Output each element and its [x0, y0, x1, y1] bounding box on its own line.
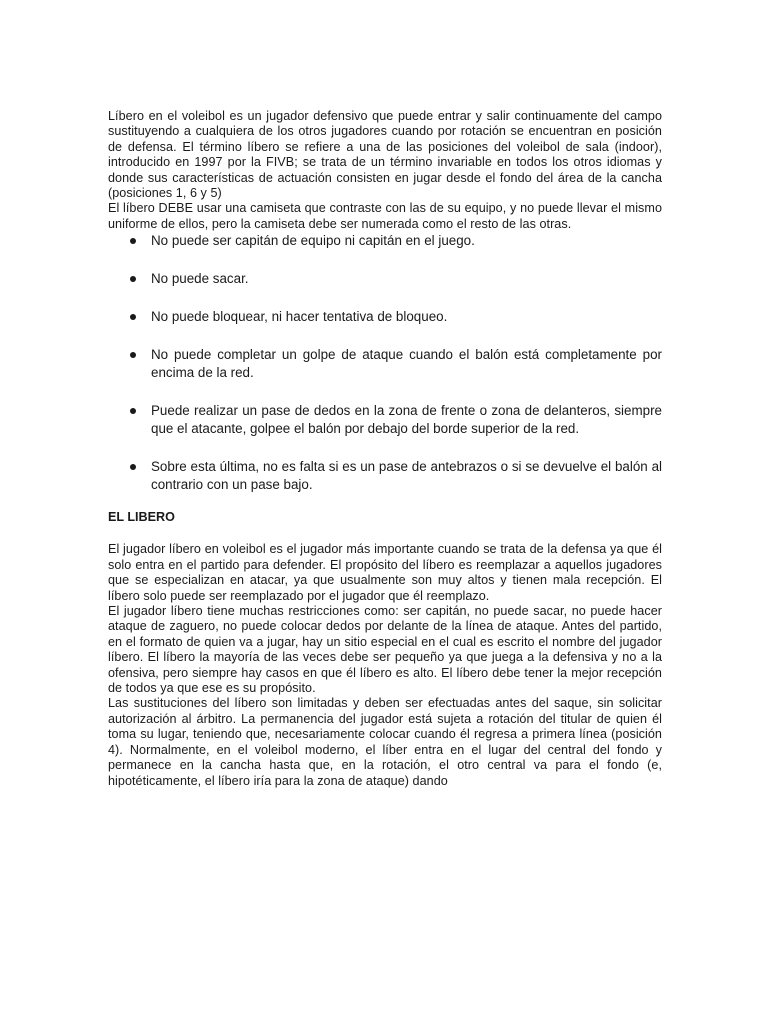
list-item-text: No puede sacar.	[151, 271, 249, 287]
restrictions-list	[108, 232, 662, 494]
shirt-rule-paragraph: El líbero DEBE usar una camiseta que contraste con las de su equipo, y no puede llevar el mismo uniforme de ellos, pero la camiseta debe ser numerada como el resto de las otras.	[108, 201, 662, 231]
list-item-text: Puede realizar un pase de dedos en la zona de frente o zona de delanteros, siempre que el atacante, golpee el balón por debajo del borde superior de la red.	[151, 402, 662, 437]
list-item-text: No puede ser capitán de equipo ni capitán en el juego.	[151, 233, 475, 249]
bullet-icon	[130, 352, 136, 358]
list-item	[108, 458, 662, 495]
bullet-icon	[130, 238, 136, 244]
list-item-text: No puede bloquear, ni hacer tentativa de bloqueo.	[151, 308, 448, 324]
list-item	[108, 270, 662, 288]
list-item-text: Sobre esta última, no es falta si es un pase de antebrazos o si se devuelve el balón al contrario con un pase bajo.	[151, 458, 662, 493]
section-heading: EL LIBERO	[108, 510, 175, 525]
libero-restrictions-paragraph: El jugador líbero tiene muchas restricciones como: ser capitán, no puede sacar, no puede hacer ataque de zaguero, no puede colocar dedos por delante de la línea de ataque. Antes del partido, en el formato de quien va a jugar, hay un sitio especial en el cual es escrito el nombre del jugador líbero. El líbero la mayoría de las veces debe ser pequeño ya que juega a la defensiva y no a la ofensiva, pero siempre hay casos en que él líbero es alto. El líbero debe tener la mejor recepción de todos ya que ese es su propósito.	[108, 604, 662, 696]
bullet-icon	[130, 276, 136, 282]
intro-paragraph: Líbero en el voleibol es un jugador defensivo que puede entrar y salir continuamente del campo sustituyendo a cualquiera de los otros jugadores cuando por rotación se encuentran en posición de defensa. El término líbero se refiere a una de las posiciones del voleibol de sala (indoor), introducido en 1997 por la FIVB; se trata de un término invariable en todos los otros idiomas y donde sus características de actuación consisten en jugar desde el fondo del área de la cancha (posiciones 1, 6 y 5)	[108, 109, 662, 201]
bullet-icon	[130, 464, 136, 470]
document-page	[108, 109, 662, 789]
libero-role-paragraph: El jugador líbero en voleibol es el jugador más importante cuando se trata de la defensa ya que él solo entra en el partido para defender. El propósito del líbero es reemplazar a aquellos jugadores que se especializan en atacar, ya que usualmente son muy altos y tienen mala recepción. El líbero solo puede ser reemplazado por el jugador que él reemplazo.	[108, 542, 662, 603]
bullet-icon	[130, 314, 136, 320]
list-item	[108, 232, 662, 250]
list-item-text: No puede completar un golpe de ataque cuando el balón está completamente por encima de la red.	[151, 346, 662, 380]
bullet-icon	[130, 408, 136, 414]
libero-substitutions-paragraph: Las sustituciones del líbero son limitadas y deben ser efectuadas antes del saque, sin solicitar autorización al árbitro. La permanencia del jugador está sujeta a rotación del titular de quien él toma su lugar, teniendo que, necesariamente colocar cuando él regresa a primera línea (posición 4). Normalmente, en el voleibol moderno, el líber entra en el lugar del central del fondo y permanece en la cancha hasta que, en la rotación, el otro central va para el fondo (e, hipotéticamente, el líbero iría para la zona de ataque) dando	[108, 696, 662, 788]
list-item	[108, 402, 662, 439]
list-item	[108, 346, 662, 383]
list-item	[108, 308, 662, 326]
